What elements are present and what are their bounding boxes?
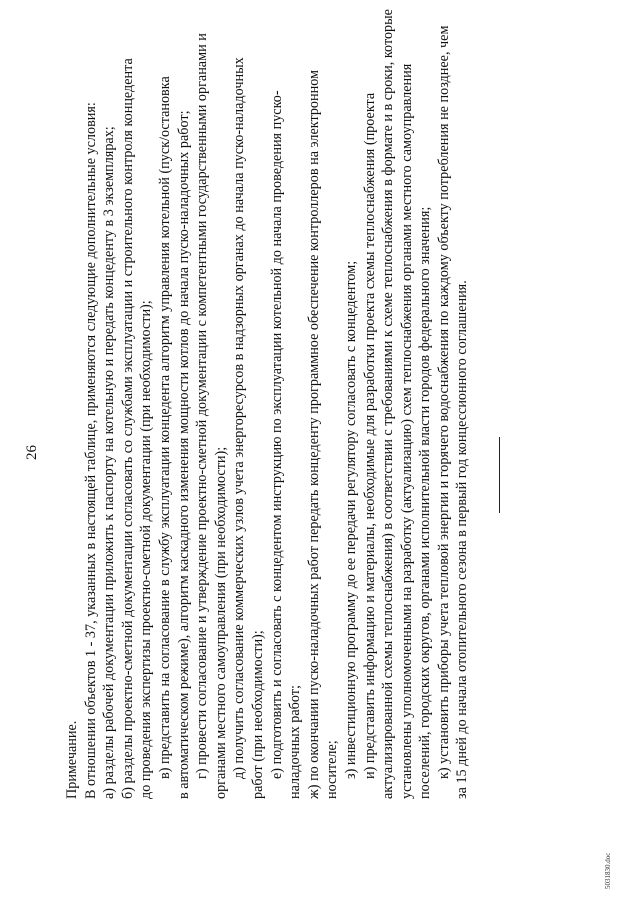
condition-g-cont: органами местного самоуправления (при необходимости); — [212, 446, 229, 799]
note-intro: В отношении объектов 1 - 37, указанных в настоящей таблице, применяются следующие дополнительные условия: — [82, 102, 99, 799]
condition-i-cont-3: поселений, городских округов, органами исполнительной власти городов федерального значения; — [417, 206, 434, 799]
condition-g: г) провести согласование и утверждение проектно-сметной документации с компетентными государственными органами и — [194, 33, 211, 779]
condition-k: к) установить приборы учета тепловой энергии и горячего водоснабжения по каждому объекту потребления не позднее, чем — [435, 25, 452, 779]
condition-i: и) представить информацию и материалы, необходимые для разработки проекта схемы теплоснабжения (проекта — [361, 92, 378, 779]
page-number: 26 — [24, 445, 40, 460]
separator-line — [499, 437, 500, 513]
note-body — [63, 9, 472, 799]
condition-d: д) получить согласование коммерческих узлов учета энергоресурсов в надзорных органах до начала пуско-наладочных — [231, 57, 248, 779]
condition-b-cont: до проведения экспертизы проектно-сметной документации (при необходимости); — [138, 300, 155, 799]
note-title: Примечание. — [64, 720, 80, 799]
condition-b: б) разделы проектно-сметной документации согласовать со службами эксплуатации и строительного контроля концедента — [119, 58, 136, 799]
condition-z: з) инвестиционную программу до ее передачи регулятору согласовать с концедентом; — [342, 260, 359, 779]
condition-v-cont: в автоматическом режиме), алгоритм каскадного изменения мощности котлов до начала пуско-наладочных работ; — [175, 110, 192, 799]
condition-zh-cont: носителе; — [324, 740, 341, 799]
condition-d-cont: работ (при необходимости); — [249, 630, 266, 799]
condition-e-cont: наладочных работ; — [287, 685, 304, 799]
condition-i-cont-1: актуализированной схемы теплоснабжения) в соответствии с требованиями к схеме теплоснабжения в формате и в сроки, которые — [380, 9, 397, 799]
condition-zh: ж) по окончании пуско-наладочных работ передать концеденту программное обеспечение контроллеров на электронном — [305, 69, 322, 799]
condition-i-cont-2: установлены уполномоченными на разработку (актуализацию) схем теплоснабжения органами местного самоуправления — [398, 63, 415, 799]
condition-e: е) подготовить и согласовать с концедентом инструкцию по эксплуатации котельной до начала проведения пуско- — [268, 90, 285, 779]
condition-v: в) представить на согласование в службу эксплуатации концедента алгоритм управления котельной (пуск/остановка — [156, 76, 173, 779]
document-code: 5031830.doc — [604, 852, 612, 889]
condition-a: а) разделы рабочей документации приложить к паспорту на котельную и передать концеденту в 3 экземплярах; — [101, 126, 118, 799]
condition-k-cont: за 15 дней до начала отопительного сезона в первый год концессионного соглашения. — [454, 280, 471, 799]
